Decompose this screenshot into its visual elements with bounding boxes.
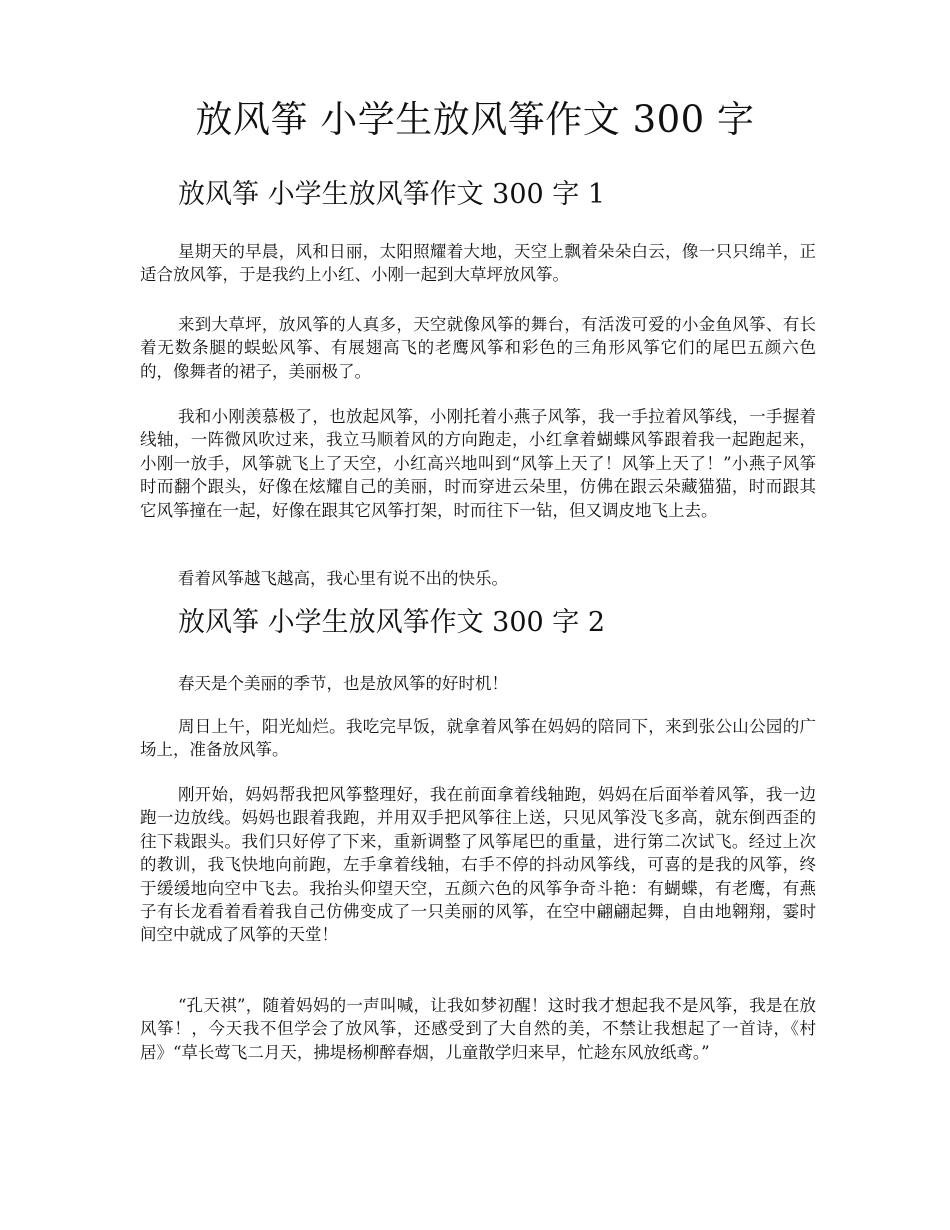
paragraph: “孔天祺”，随着妈妈的一声叫喊，让我如梦初醒！这时我才想起我不是风筝，我是在放风筝！，今天我不但学会了放风筝，还感受到了大自然的美，不禁让我想起了一首诗，《村居》“草长莺飞二月天，拂堤杨柳醉春烟，儿童散学归来早，忙趁东风放纸鸢。”: [140, 996, 816, 1062]
paragraph: 刚开始，妈妈帮我把风筝整理好，我在前面拿着线轴跑，妈妈在后面举着风筝，我一边跑一边放线。妈妈也跟着我跑，并用双手把风筝往上送，只见风筝没飞多高，就东倒西歪的往下栽跟头。我们只好停了下来，重新调整了风筝尾巴的重量，进行第二次试飞。经过上次的教训，我飞快地向前跑，左手拿着线轴，右手不停的抖动风筝线，可喜的是我的风筝，终于缓缓地向空中飞去。我抬头仰望天空，五颜六色的风筝争奇斗艳：有蝴蝶，有老鹰，有燕子有长龙看着看着我自己仿佛变成了一只美丽的风筝，在空中翩翩起舞，自由地翱翔，霎时间空中就成了风筝的天堂！: [140, 785, 816, 945]
document-title: 放风筝 小学生放风筝作文 300 字: [195, 98, 755, 141]
section-heading-2: 放风筝 小学生放风筝作文 300 字 2: [178, 607, 606, 638]
paragraph: 来到大草坪，放风筝的人真多，天空就像风筝的舞台，有活泼可爱的小金鱼风筝、有长着无数条腿的蜈蚣风筝、有展翅高飞的老鹰风筝和彩色的三角形风筝它们的尾巴五颜六色的，像舞者的裙子，美丽极了。: [140, 315, 816, 381]
paragraph: 春天是个美丽的季节，也是放风筝的好时机！: [177, 674, 508, 693]
paragraph: 星期天的早晨，风和日丽，太阳照耀着大地，天空上飘着朵朵白云，像一只只绵羊，正适合放风筝，于是我约上小红、小刚一起到大草坪放风筝。: [140, 242, 816, 285]
paragraph: 周日上午，阳光灿烂。我吃完早饭，就拿着风筝在妈妈的陪同下，来到张公山公园的广场上，准备放风筝。: [140, 717, 816, 760]
section-heading-1: 放风筝 小学生放风筝作文 300 字 1: [178, 179, 606, 210]
paragraph: 看着风筝越飞越高，我心里有说不出的快乐。: [177, 569, 508, 588]
paragraph: 我和小刚羡慕极了，也放起风筝，小刚托着小燕子风筝，我一手拉着风筝线，一手握着线轴，一阵微风吹过来，我立马顺着风的方向跑走，小红拿着蝴蝶风筝跟着我一起跑起来，小刚一放手，风筝就飞上了天空，小红高兴地叫到“风筝上天了！风筝上天了！”小燕子风筝时而翻个跟头，好像在炫耀自己的美丽，时而穿进云朵里，仿佛在跟云朵藏猫猫，时而跟其它风筝撞在一起，好像在跟其它风筝打架，时而往下一钻，但又调皮地飞上去。: [140, 407, 816, 520]
